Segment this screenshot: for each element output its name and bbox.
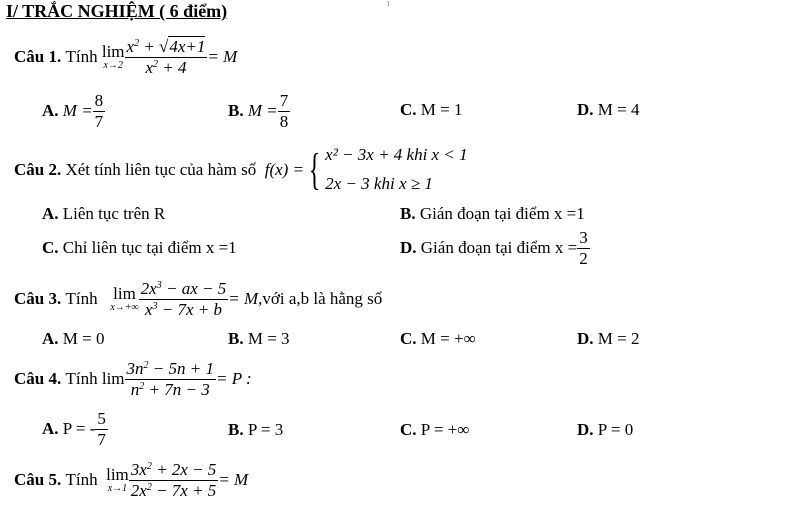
limit-operator: lim x→+∞ [110, 284, 139, 313]
question-1-text: Tính [65, 47, 98, 66]
q4-answer-d[interactable]: D. P = 0 [577, 420, 634, 439]
question-2-text: Xét tính liên tục của hàm số [65, 160, 257, 179]
question-5 [14, 454, 248, 506]
limit-fraction: $\frac{2x^3 - ax - 5}{x^3 - 7x + b}$ [140, 278, 227, 319]
question-1-label: Câu 1. [14, 47, 62, 66]
q1-answer-c[interactable]: C. M = 1 [400, 100, 463, 119]
question-5-label: Câu 5. [14, 470, 62, 489]
limit-fraction: $\frac{3x^2 + 2x - 5}{2x^2 - 7x + 5}$ [130, 459, 217, 500]
q1-answer-d[interactable]: D. M = 4 [577, 100, 640, 119]
question-2 [14, 140, 468, 200]
question-3-text: Tính [65, 289, 98, 308]
question-3-label: Câu 3. [14, 289, 62, 308]
equation-rhs: = P : [215, 369, 252, 388]
function-name: f(x) = [264, 160, 305, 179]
q3-answer-d[interactable]: D. M = 2 [577, 329, 640, 348]
question-3-tail: ,với a,b là hằng số [258, 289, 383, 308]
q4-answer-c[interactable]: C. P = +∞ [400, 420, 470, 439]
limit-operator: lim x→2 [101, 42, 125, 71]
q2-answer-a[interactable]: A. Liên tục trên R [42, 204, 166, 223]
q4-answer-a[interactable]: A. P = - $\frac{5}{7}$ [42, 408, 106, 449]
q3-answer-a[interactable]: A. M = 0 [42, 329, 105, 348]
limit-fraction: $\frac{3n^2 - 5n + 1}{n^2 + 7n - 3}$ [126, 358, 214, 399]
question-1 [14, 30, 237, 84]
question-5-text: Tính [65, 470, 98, 489]
q2-answer-c[interactable]: C. Chỉ liên tục tại điểm x =1 [42, 238, 237, 257]
equation-rhs: = M [218, 470, 249, 489]
q1-answer-a[interactable]: A. M = $\frac{8}{7}$ [42, 90, 104, 131]
limit-operator: lim x→1 [106, 465, 129, 494]
equation-rhs: = M [228, 289, 259, 308]
q4-answer-b[interactable]: B. P = 3 [228, 420, 284, 439]
q2-answer-d[interactable]: D. Gián đoạn tại điểm x = $\frac{3}{2}$ [400, 227, 588, 268]
piecewise-brace: { [308, 145, 321, 194]
limit-fraction: $\frac{x^2 + √4x+1}{x^2 + 4}$ [126, 36, 206, 77]
question-4-text: Tính [65, 369, 98, 388]
piecewise-cases: x² − 3x + 4 khi x < 1 2x − 3 khi x ≥ 1 [325, 145, 468, 193]
question-3 [14, 273, 382, 325]
q3-answer-b[interactable]: B. M = 3 [228, 329, 290, 348]
limit-operator: lim [101, 369, 125, 388]
q3-answer-c[interactable]: C. M = +∞ [400, 329, 476, 348]
question-4 [14, 353, 252, 405]
stray-mark: ı [387, 0, 390, 9]
question-4-label: Câu 4. [14, 369, 62, 388]
question-2-label: Câu 2. [14, 160, 62, 179]
q1-answer-b[interactable]: B. M = $\frac{7}{8}$ [228, 90, 289, 131]
section-title: I/ TRẮC NGHIỆM ( 6 điểm) [6, 1, 228, 21]
q2-answer-b[interactable]: B. Gián đoạn tại điểm x =1 [400, 204, 585, 223]
equation-rhs: = M [207, 47, 238, 66]
